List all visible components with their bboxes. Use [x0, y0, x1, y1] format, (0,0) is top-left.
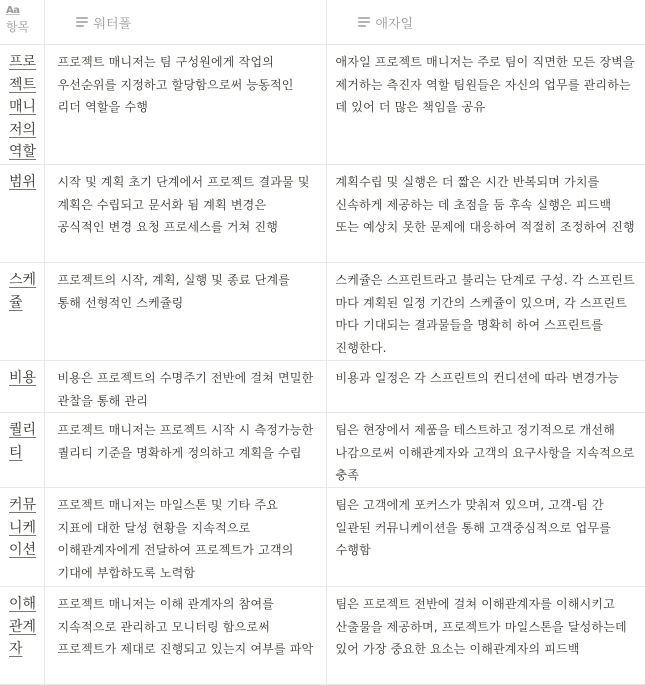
row-item-link[interactable]: 프로젝트 매니저의 역할 [0, 45, 44, 165]
waterfall-cell[interactable]: 시작 및 계획 초기 단계에서 프로젝트 결과물 및 계획은 수립되고 문서화 됨 계획 변경은 공식적인 변경 요청 프로세스를 거쳐 진행 [44, 165, 326, 263]
header-row [0, 0, 645, 45]
table-row [0, 413, 645, 488]
table-row [0, 45, 645, 165]
table-row [0, 263, 645, 361]
header-waterfall-label: 워터폴 [93, 16, 132, 32]
header-waterfall[interactable] [44, 0, 326, 45]
table-row [0, 488, 645, 587]
table-row [0, 361, 645, 413]
header-agile[interactable] [326, 0, 645, 45]
table-row [0, 165, 645, 263]
waterfall-cell[interactable]: 비용은 프로젝트의 수명주기 전반에 걸쳐 면밀한 관찰을 통해 관리 [44, 361, 326, 413]
row-item-link[interactable]: 범위 [0, 165, 44, 263]
agile-cell[interactable]: 팀은 고객에게 포커스가 맞춰져 있으며, 고객-팀 간 일관된 커뮤니케이션을 통해 고객중심적으로 업무를 수행함 [326, 488, 645, 587]
agile-cell[interactable]: 팀은 프로젝트 전반에 걸쳐 이해관계자를 이해시키고 산출물을 제공하며, 프로젝트가 마일스톤을 달성하는데 있어 가장 중요한 요소는 이해관계자의 피드백 [326, 587, 645, 685]
waterfall-cell[interactable]: 프로젝트의 시작, 계획, 실행 및 종료 단계를 통해 선형적인 스케쥴링 [44, 263, 326, 361]
row-item-link[interactable]: 퀄리티 [0, 413, 44, 488]
agile-cell[interactable]: 스케쥴은 스프린트라고 불리는 단계로 구성. 각 스프린트 마다 계획된 일정 기간의 스케쥴이 있으며, 각 스프린트 마다 기대되는 결과물들을 명확히 하여 스프린트를 진행한다. [326, 263, 645, 361]
table-row [0, 587, 645, 685]
header-item-label: 항목 [6, 20, 30, 34]
row-item-link[interactable]: 스케쥴 [0, 263, 44, 361]
text-lines-icon [358, 17, 370, 27]
header-item[interactable] [0, 0, 44, 45]
agile-cell[interactable]: 팀은 현장에서 제품을 테스트하고 정기적으로 개선해 나감으로써 이해관계자와 고객의 요구사항을 지속적으로 충족 [326, 413, 645, 488]
row-item-link[interactable]: 비용 [0, 361, 44, 413]
header-agile-label: 애자일 [375, 16, 414, 32]
row-item-link[interactable]: 커뮤니케이션 [0, 488, 44, 587]
agile-cell[interactable]: 애자일 프로젝트 매니저는 주로 팀이 직면한 모든 장벽을 제거하는 측진자 역할 팀원들은 자신의 업무를 관리하는 데 있어 더 많은 책임을 공유 [326, 45, 645, 165]
waterfall-cell[interactable]: 프로젝트 매니저는 프로젝트 시작 시 측정가능한 퀄리티 기준을 명확하게 정의하고 계획을 수립 [44, 413, 326, 488]
waterfall-cell[interactable]: 프로젝트 매니저는 이해 관계자의 참여를 지속적으로 관리하고 모니터링 함으로써 프로젝트가 제대로 진행되고 있는지 여부를 파악 [44, 587, 326, 685]
row-item-link[interactable]: 이해관계자 [0, 587, 44, 685]
waterfall-cell[interactable]: 프로젝트 매니저는 팀 구성원에게 작업의 우선순위를 지정하고 할당함으로써 능동적인 리더 역할을 수행 [44, 45, 326, 165]
waterfall-cell[interactable]: 프로젝트 매니저는 마일스톤 및 기타 주요 지표에 대한 달성 현황을 지속적으로 이해관계자에게 전달하여 프로젝트가 고객의 기대에 부합하도록 노력함 [44, 488, 326, 587]
agile-cell[interactable]: 비용과 일정은 각 스프린트의 컨디션에 따라 변경가능 [326, 361, 645, 413]
text-lines-icon [76, 17, 88, 27]
title-property-icon: Aa [6, 5, 20, 16]
agile-cell[interactable]: 계획수립 및 실행은 더 짧은 시간 반복되며 가치를 신속하게 제공하는 데 초점을 둠 후속 실행은 피드백 또는 예상치 못한 문제에 대응하여 적절히 조정하여 진행 [326, 165, 645, 263]
